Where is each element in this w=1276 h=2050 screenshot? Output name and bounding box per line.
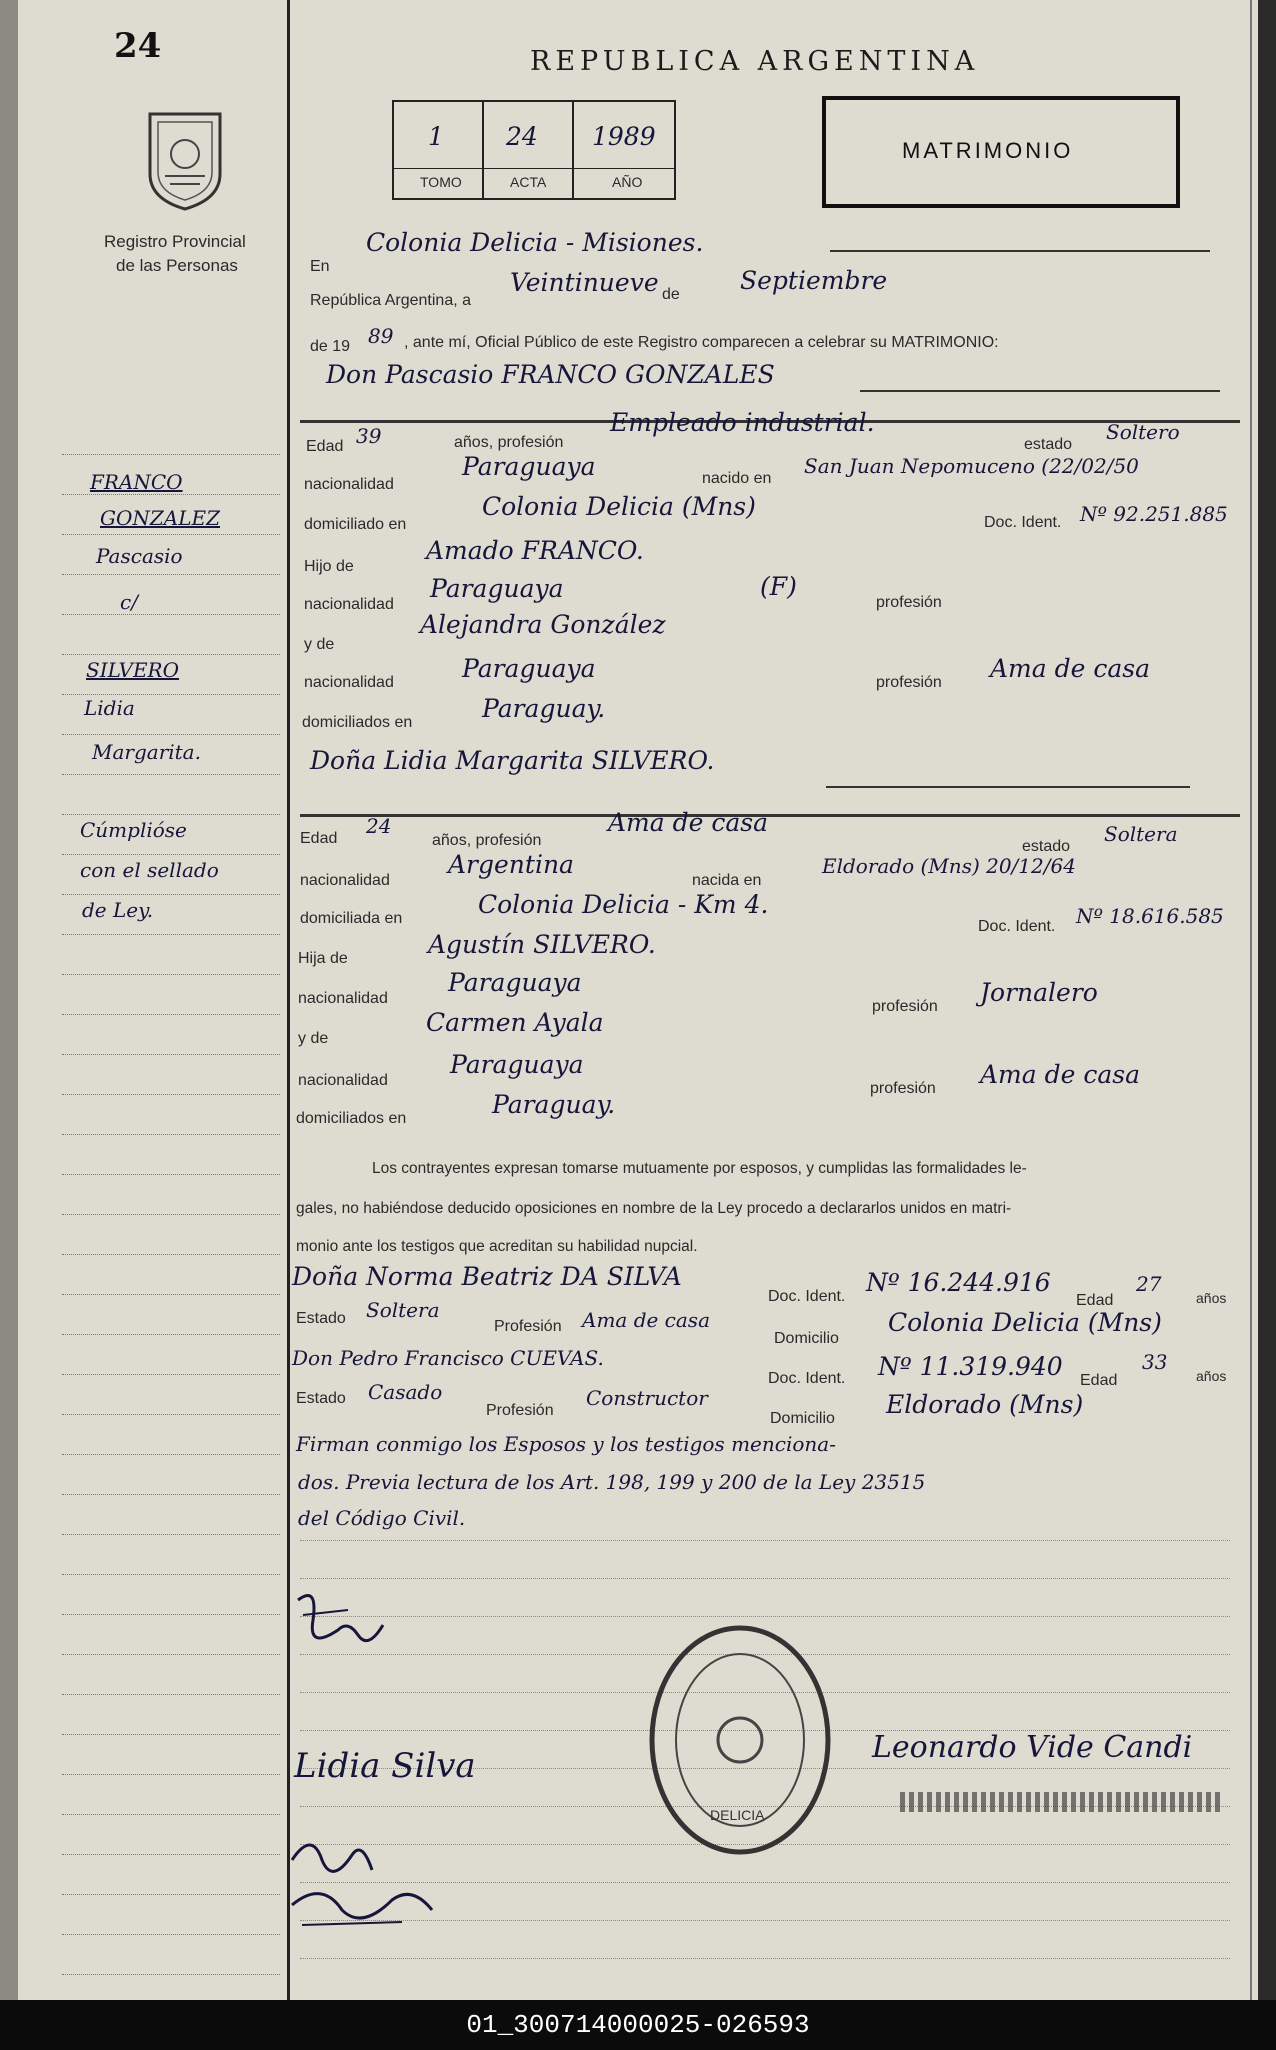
- b-label-nac: nacionalidad: [300, 872, 390, 889]
- image-identifier: 01_300714000025-026593: [0, 2000, 1276, 2050]
- bride-father: Agustín SILVERO.: [428, 930, 656, 959]
- record-type-box: [822, 96, 1180, 208]
- groom-father-note: (F): [760, 572, 797, 601]
- margin-rule: [62, 734, 280, 735]
- g-label-domic: domiciliado en: [304, 516, 407, 533]
- groom-name: Don Pascasio FRANCO GONZALES: [326, 360, 775, 389]
- label-ante-mi: , ante mí, Oficial Público de este Registro comparecen a celebrar su MATRIMONIO:: [404, 334, 999, 351]
- margin-rule: [62, 1094, 280, 1095]
- witness1-profession: Ama de casa: [582, 1308, 710, 1332]
- margin-rule: [62, 774, 280, 775]
- witness1-state: Soltera: [366, 1298, 440, 1322]
- w1-label-prof: Profesión: [494, 1318, 562, 1335]
- witness1-doc: Nº 16.244.916: [866, 1268, 1051, 1297]
- margin-rule: [62, 1134, 280, 1135]
- g-label-nac: nacionalidad: [304, 476, 394, 493]
- paragraph-line-1: Los contrayentes expresan tomarse mutuamente por esposos, y cumplidas las formalidades le-: [372, 1160, 1027, 1177]
- margin-rule: [62, 934, 280, 935]
- tomo-value: 1: [428, 122, 444, 151]
- g-label-pdomic: domiciliados en: [302, 714, 413, 731]
- w2-label-prof: Profesión: [486, 1402, 554, 1419]
- margin-rule: [62, 1574, 280, 1575]
- bride-parents-domicile: Paraguay.: [492, 1090, 616, 1119]
- bride-father-prof: Jornalero: [980, 978, 1098, 1007]
- bride-mother-nat: Paraguaya: [450, 1050, 584, 1079]
- margin-rule: [62, 1174, 280, 1175]
- groom-mother: Alejandra González: [420, 610, 666, 639]
- registry-line-2: de las Personas: [116, 256, 238, 275]
- margin-rule: [62, 1414, 280, 1415]
- g-label-hijo: Hijo de: [304, 558, 354, 575]
- label-rep-arg: República Argentina, a: [310, 292, 471, 309]
- bride-signature: Lidia Silva: [294, 1746, 476, 1786]
- witness1-name: Doña Norma Beatriz DA SILVA: [292, 1262, 682, 1291]
- label-en: En: [310, 258, 330, 275]
- margin-note-surname2: GONZALEZ: [100, 506, 220, 530]
- b-label-fnac: nacionalidad: [298, 990, 388, 1007]
- margin-rule: [62, 1934, 280, 1935]
- margin-rule: [62, 1734, 280, 1735]
- g-label-doc: Doc. Ident.: [984, 514, 1062, 531]
- margin-rule: [62, 974, 280, 975]
- month-text: Septiembre: [740, 266, 888, 295]
- g-label-edad: Edad: [306, 438, 344, 455]
- margin-note-given3: Margarita.: [92, 740, 201, 764]
- bride-civil-state: Soltera: [1104, 822, 1178, 846]
- record-type: MATRIMONIO: [902, 138, 1074, 163]
- w2-label-doc: Doc. Ident.: [768, 1370, 846, 1387]
- registry-line-1: Registro Provincial: [104, 232, 246, 251]
- margin-rule: [62, 1534, 280, 1535]
- ano-value: 1989: [592, 122, 656, 151]
- b-label-yde: y de: [298, 1030, 329, 1047]
- b-label-anos-prof: años, profesión: [432, 832, 542, 849]
- g-label-fprof: profesión: [876, 594, 942, 611]
- witness2-name: Don Pedro Francisco CUEVAS.: [292, 1346, 604, 1370]
- margin-rule: [62, 1974, 280, 1975]
- day-text: Veintinueve: [510, 268, 659, 297]
- witness2-profession: Constructor: [586, 1386, 708, 1410]
- groom-age: 39: [356, 424, 382, 448]
- g-label-mprof: profesión: [876, 674, 942, 691]
- groom-parents-domicile: Paraguay.: [482, 694, 606, 723]
- bride-mother-prof: Ama de casa: [980, 1060, 1140, 1089]
- margin-rule: [62, 814, 280, 815]
- margin-rule: [62, 654, 280, 655]
- b-label-nacida: nacida en: [692, 872, 762, 889]
- bride-nationality: Argentina: [448, 850, 574, 879]
- closing-line-3: del Código Civil.: [298, 1506, 466, 1530]
- margin-note-surname3: SILVERO: [86, 658, 180, 682]
- left-binding-edge: [0, 0, 18, 2000]
- margin-rule: [62, 534, 280, 535]
- witness2-doc: Nº 11.319.940: [878, 1352, 1063, 1381]
- margin-rule: [62, 1894, 280, 1895]
- acta-value: 24: [506, 122, 538, 151]
- margin-rule: [62, 1654, 280, 1655]
- right-page-edge: [1258, 0, 1276, 2000]
- w1-label-edad: Edad: [1076, 1292, 1114, 1309]
- bride-father-nat: Paraguaya: [448, 968, 582, 997]
- groom-signature-icon: [288, 1580, 398, 1660]
- margin-note-seal2: con el sellado: [80, 858, 219, 882]
- bride-doc: Nº 18.616.585: [1076, 904, 1224, 928]
- g-label-fnac: nacionalidad: [304, 596, 394, 613]
- bride-name: Doña Lidia Margarita SILVERO.: [310, 746, 715, 775]
- paragraph-line-3: monio ante los testigos que acreditan su habilidad nupcial.: [296, 1238, 698, 1255]
- official-stamp-icon: [640, 1615, 840, 1865]
- stamp-text: DELICIA: [710, 1807, 765, 1823]
- bride-profession: Ama de casa: [608, 808, 768, 837]
- official-name-stamp: [900, 1792, 1220, 1812]
- margin-note-seal1: Cúmplióse: [80, 818, 187, 842]
- margin-rule: [62, 1454, 280, 1455]
- margin-rule: [62, 1054, 280, 1055]
- margin-rule: [62, 854, 280, 855]
- tomo-label: TOMO: [420, 174, 462, 190]
- witness2-domicile: Eldorado (Mns): [886, 1390, 1084, 1419]
- provincial-seal-icon: [140, 104, 230, 214]
- w1-label-anos: años: [1196, 1290, 1227, 1306]
- official-signature: Leonardo Vide Candi: [872, 1730, 1193, 1765]
- margin-note-given1: Pascasio: [96, 544, 183, 568]
- witness-signatures-icon: [282, 1830, 442, 1940]
- b-label-estado: estado: [1022, 838, 1071, 855]
- label-de19: de 19: [310, 338, 351, 355]
- margin-rule: [62, 694, 280, 695]
- margin-rule: [62, 614, 280, 615]
- g-label-nacido: nacido en: [702, 470, 772, 487]
- margin-note-given2: Lidia: [84, 696, 135, 720]
- b-label-hija: Hija de: [298, 950, 348, 967]
- margin-note-surname1: FRANCO: [90, 470, 183, 494]
- country-header: REPUBLICA ARGENTINA: [530, 46, 980, 77]
- bride-age: 24: [366, 814, 392, 838]
- groom-father-nat: Paraguaya: [430, 574, 564, 603]
- w2-label-anos: años: [1196, 1368, 1227, 1384]
- groom-father: Amado FRANCO.: [426, 536, 644, 565]
- body-rule: [300, 1578, 1230, 1579]
- b-label-mprof: profesión: [870, 1080, 936, 1097]
- margin-rule: [62, 1334, 280, 1335]
- witness2-state: Casado: [368, 1380, 443, 1404]
- ano-label: AÑO: [612, 174, 643, 190]
- margin-rule: [62, 1614, 280, 1615]
- g-label-yde: y de: [304, 636, 335, 653]
- g-label-anos-prof: años, profesión: [454, 434, 564, 451]
- g-label-estado: estado: [1024, 436, 1073, 453]
- groom-nationality: Paraguaya: [462, 452, 596, 481]
- margin-rule: [62, 574, 280, 575]
- w2-label-domicilio: Domicilio: [770, 1410, 835, 1427]
- margin-rule: [62, 1014, 280, 1015]
- margin-rule: [62, 1694, 280, 1695]
- margin-rule: [62, 494, 280, 495]
- witness1-age: 27: [1136, 1272, 1162, 1296]
- bride-mother: Carmen Ayala: [426, 1008, 604, 1037]
- w1-label-doc: Doc. Ident.: [768, 1288, 846, 1305]
- witness1-domicile: Colonia Delicia (Mns): [888, 1308, 1162, 1337]
- w1-label-domicilio: Domicilio: [774, 1330, 839, 1347]
- page-number: 24: [114, 26, 162, 66]
- closing-line-2: dos. Previa lectura de los Art. 198, 199 y 200 de la Ley 23515: [298, 1470, 926, 1494]
- label-de: de: [662, 286, 680, 303]
- groom-profession: Empleado industrial.: [610, 408, 875, 437]
- body-rule: [300, 1958, 1230, 1959]
- bride-birthplace: Eldorado (Mns) 20/12/64: [822, 854, 1076, 878]
- b-label-domic: domiciliada en: [300, 910, 403, 927]
- margin-rule: [62, 1294, 280, 1295]
- margin-note-with: c/: [120, 590, 138, 614]
- w2-label-edad: Edad: [1080, 1372, 1118, 1389]
- paragraph-line-2: gales, no habiéndose deducido oposiciones en nombre de la Ley procedo a declararlos unidos en matri-: [296, 1200, 1012, 1217]
- groom-mother-nat: Paraguaya: [462, 654, 596, 683]
- w1-label-estado: Estado: [296, 1310, 346, 1327]
- groom-birthplace: San Juan Nepomuceno (22/02/50: [804, 454, 1139, 478]
- groom-civil-state: Soltero: [1106, 420, 1180, 444]
- margin-note-seal3: de Ley.: [82, 898, 154, 922]
- b-label-edad: Edad: [300, 830, 338, 847]
- w2-label-estado: Estado: [296, 1390, 346, 1407]
- body-rule: [300, 1540, 1230, 1541]
- closing-line-1: Firman conmigo los Esposos y los testigos menciona-: [296, 1432, 836, 1456]
- witness2-age: 33: [1142, 1350, 1168, 1374]
- b-label-doc: Doc. Ident.: [978, 918, 1056, 935]
- margin-rule: [62, 1214, 280, 1215]
- place-city: Colonia Delicia - Misiones.: [366, 228, 704, 257]
- margin-rule: [62, 454, 280, 455]
- groom-doc: Nº 92.251.885: [1080, 502, 1228, 526]
- b-label-fprof: profesión: [872, 998, 938, 1015]
- margin-divider: [287, 0, 290, 2000]
- record-box: [392, 100, 676, 200]
- b-label-mnac: nacionalidad: [298, 1072, 388, 1089]
- margin-rule: [62, 1374, 280, 1375]
- margin-rule: [62, 1814, 280, 1815]
- b-label-pdomic: domiciliados en: [296, 1110, 407, 1127]
- groom-domicile: Colonia Delicia (Mns): [482, 492, 756, 521]
- bride-domicile: Colonia Delicia - Km 4.: [478, 890, 769, 919]
- margin-rule: [62, 1854, 280, 1855]
- groom-mother-prof: Ama de casa: [990, 654, 1150, 683]
- right-edge-line: [1250, 0, 1252, 2000]
- margin-rule: [62, 1254, 280, 1255]
- margin-rule: [62, 1774, 280, 1775]
- margin-rule: [62, 894, 280, 895]
- g-label-mnac: nacionalidad: [304, 674, 394, 691]
- year-suffix: 89: [368, 324, 394, 348]
- acta-label: ACTA: [510, 174, 547, 190]
- margin-rule: [62, 1494, 280, 1495]
